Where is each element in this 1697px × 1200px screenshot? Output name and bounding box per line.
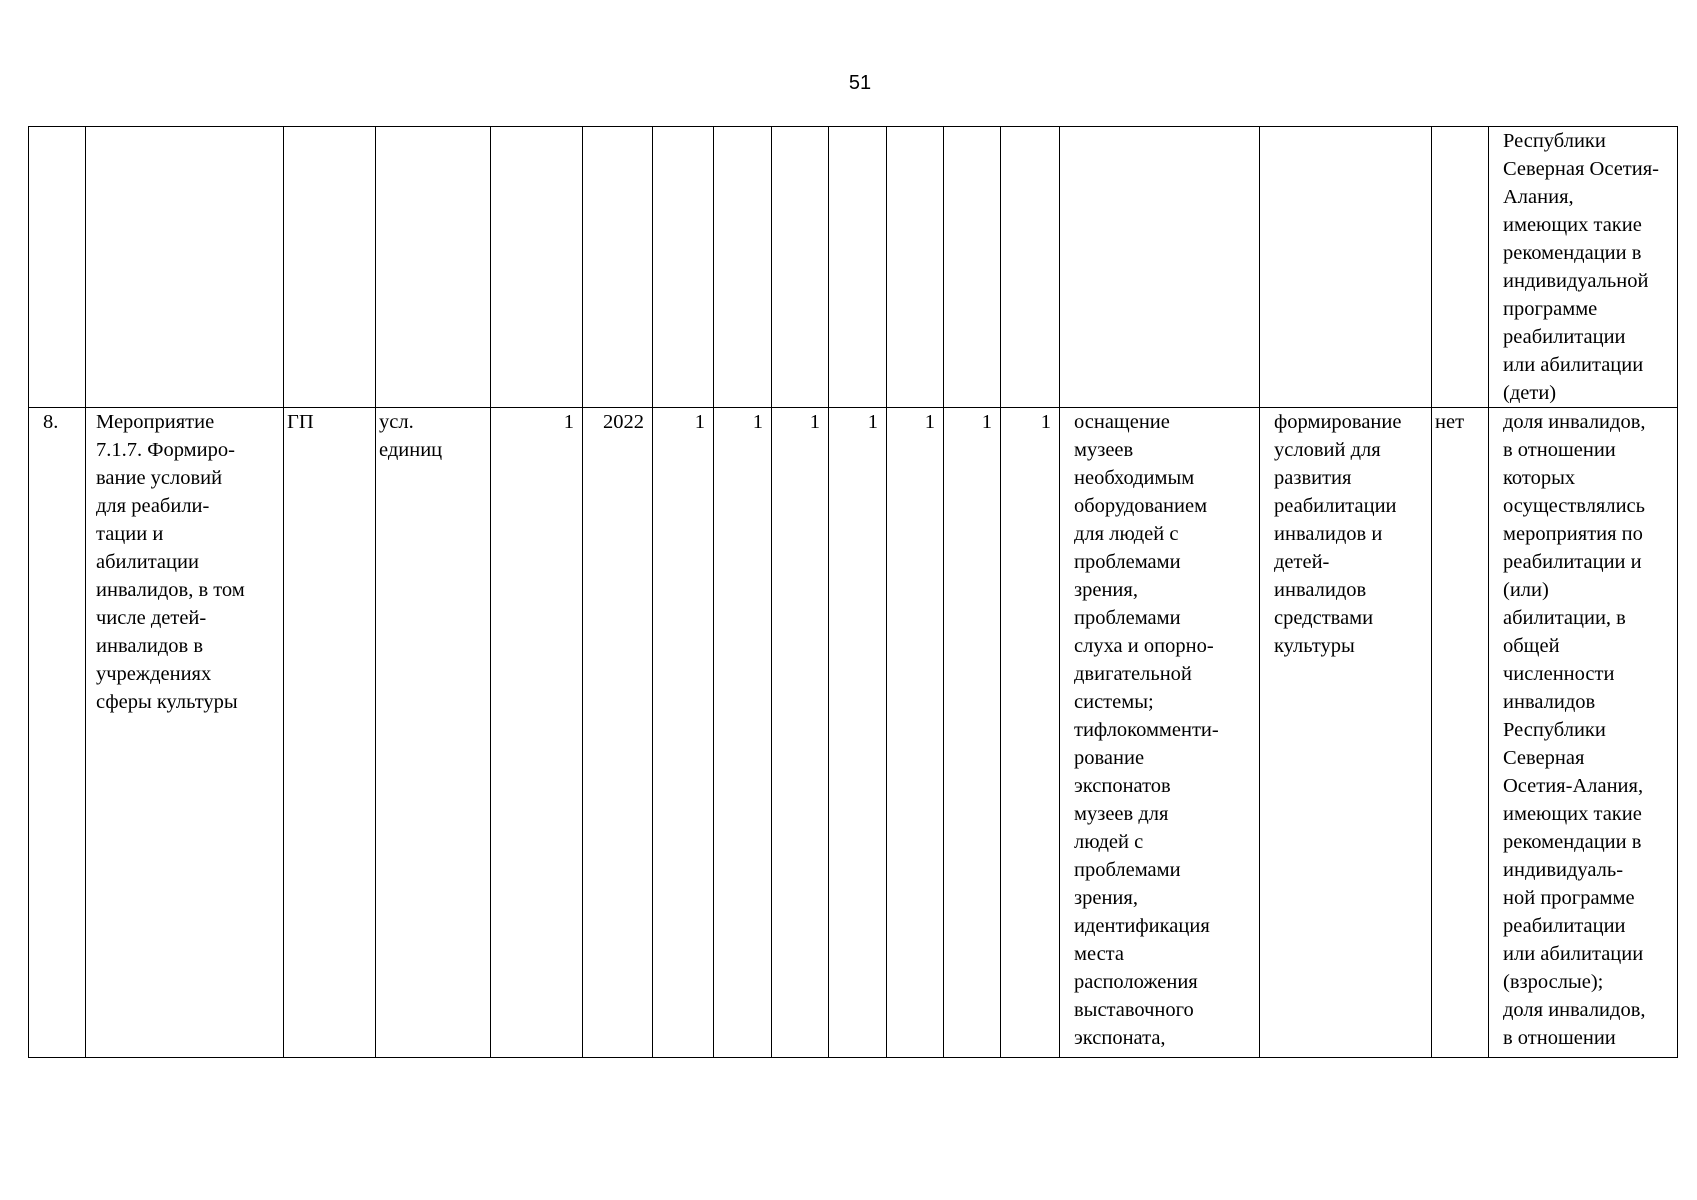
text-line: или абилитации [1503,354,1644,376]
text-line: в отношении [1503,439,1616,461]
cell-year-value: 1 [944,408,1001,1058]
text-line: оборудованием [1074,495,1208,517]
text-line: Северная Осетия- [1503,158,1659,180]
text-line: проблемами [1074,859,1181,881]
text-line: зрения, [1074,579,1138,601]
cell-empty [1260,127,1432,408]
cell-empty [376,127,491,408]
text-line: абилитации [96,551,199,573]
cell-year-value: 1 [887,408,944,1058]
text-line: средствами [1274,607,1374,629]
text-line: формирование [1274,411,1402,433]
text-line: усл. [379,411,414,433]
cell-executor: ГП [284,408,376,1058]
text-line: оснащение [1074,411,1170,433]
text-line: выставочного [1074,999,1194,1021]
cell-empty [284,127,376,408]
cell-year-value: 1 [772,408,829,1058]
text-line: осуществлялись [1503,495,1646,517]
cell-empty [944,127,1001,408]
text-line: индивидуальной [1503,270,1649,292]
page-number: 51 [848,72,872,94]
text-line: имеющих такие [1503,803,1642,825]
cell-row-number: 8. [29,408,86,1058]
cell-year-value: 1 [653,408,714,1058]
text-line: программе [1503,298,1598,320]
text-line: учреждениях [96,663,212,685]
cell-year-value: 1 [714,408,772,1058]
text-line: реабилитации [1503,915,1626,937]
text-line: системы; [1074,691,1154,713]
text-line: слуха и опорно- [1074,635,1214,657]
text-line: инвалидов и [1274,523,1383,545]
text-line: Алания, [1503,186,1574,208]
text-line: инвалидов, в том [96,579,245,601]
text-line: индивидуаль- [1503,859,1624,881]
cell-base-year: 2022 [583,408,653,1058]
text-line: (дети) [1503,382,1557,404]
text-line: Республики [1503,719,1606,741]
text-line: людей с [1074,831,1144,853]
text-line: необходимым [1074,467,1195,489]
cell-empty [653,127,714,408]
text-line: абилитации, в [1503,607,1626,629]
cell-empty [1060,127,1260,408]
cell-flag: нет [1432,408,1489,1058]
text-line: Мероприятие [96,411,215,433]
text-line: реабилитации и [1503,551,1642,573]
text-line: зрения, [1074,887,1138,909]
text-line: тации и [96,523,164,545]
text-line: экспонатов [1074,775,1171,797]
text-line: имеющих такие [1503,214,1642,236]
text-line: рекомендации в [1503,242,1642,264]
text-line: доля инвалидов, [1503,999,1646,1021]
cell-year-value: 1 [829,408,887,1058]
text-line: которых [1503,467,1576,489]
cell-empty [887,127,944,408]
text-line: рекомендации в [1503,831,1642,853]
cell-base-value: 1 [491,408,583,1058]
cell-empty [1001,127,1060,408]
measures-table [28,126,1678,1058]
text-line: общей [1503,635,1560,657]
text-line: развития [1274,467,1352,489]
text-line: рование [1074,747,1145,769]
text-line: (взрослые); [1503,971,1604,993]
text-line: сферы культуры [96,691,238,713]
cell-year-value: 1 [1001,408,1060,1058]
text-line: единиц [379,439,443,461]
cell-measure-name [86,408,284,1058]
text-line: в отношении [1503,1027,1616,1049]
text-line: тифлокомменти- [1074,719,1219,741]
cell-unit [376,408,491,1058]
text-line: для реабили- [96,495,210,517]
cell-empty [29,127,86,408]
text-line: инвалидов в [96,635,203,657]
text-line: вание условий [96,467,223,489]
text-line: реабилитации [1503,326,1626,348]
text-line: числе детей- [96,607,207,629]
cell-expected-result [1260,408,1432,1058]
text-line: Осетия-Алания, [1503,775,1644,797]
text-line: музеев [1074,439,1134,461]
text-line: проблемами [1074,551,1181,573]
cell-empty [714,127,772,408]
cell-empty [1432,127,1489,408]
text-line: 7.1.7. Формиро- [96,439,235,461]
text-line: доля инвалидов, [1503,411,1646,433]
cell-empty [583,127,653,408]
text-line: идентификация [1074,915,1210,937]
text-line: двигательной [1074,663,1192,685]
cell-empty [829,127,887,408]
text-line: экспоната, [1074,1027,1166,1049]
cell-indicator-continued [1489,127,1678,408]
text-line: или абилитации [1503,943,1644,965]
cell-description [1060,408,1260,1058]
cell-empty [86,127,284,408]
text-line: Республики [1503,130,1606,152]
cell-empty [772,127,829,408]
text-line: мероприятия по [1503,523,1643,545]
text-line: инвалидов [1274,579,1367,601]
text-line: места [1074,943,1124,965]
text-line: (или) [1503,579,1549,601]
text-line: условий для [1274,439,1381,461]
table-row [29,127,1678,408]
text-line: детей- [1274,551,1330,573]
text-line: расположения [1074,971,1198,993]
table-row [29,408,1678,1058]
cell-empty [491,127,583,408]
text-line: ной программе [1503,887,1635,909]
text-line: музеев для [1074,803,1169,825]
text-line: Северная [1503,747,1585,769]
cell-indicator [1489,408,1678,1058]
text-line: культуры [1274,635,1355,657]
text-line: для людей с [1074,523,1179,545]
text-line: инвалидов [1503,691,1596,713]
text-line: проблемами [1074,607,1181,629]
text-line: реабилитации [1274,495,1397,517]
text-line: численности [1503,663,1615,685]
